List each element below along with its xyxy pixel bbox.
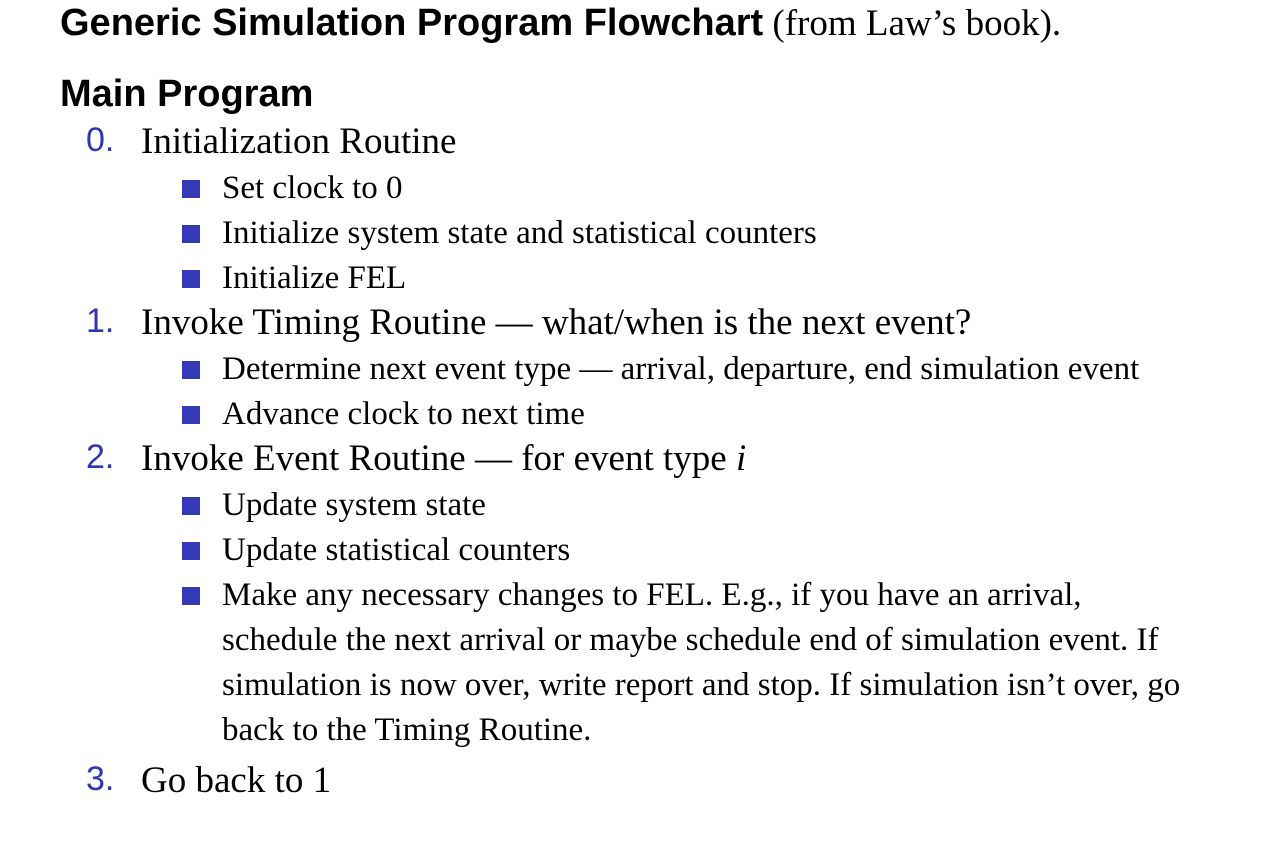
square-bullet-icon (182, 497, 200, 515)
list-item-text: Make any necessary changes to FEL. E.g., if you have an arrival, schedule the next arrival or maybe schedule end of simulation event. If simulation is now over, write report and stop. If simulation isn’t over, go back to the Timing Routine. (222, 577, 1181, 748)
step-label: Go back to 1 (141, 760, 332, 801)
sub-list (0, 166, 1280, 301)
step-number: 3. (86, 760, 115, 798)
square-bullet-icon (182, 361, 200, 379)
sub-list (0, 347, 1280, 437)
list-item-text: Initialize FEL (222, 260, 407, 296)
step-number: 2. (86, 438, 115, 476)
list-item-text: Update system state (222, 487, 486, 523)
square-bullet-icon (182, 225, 200, 243)
square-bullet-icon (182, 270, 200, 288)
section-heading: Main Program (60, 73, 314, 115)
step-1 (0, 301, 1280, 437)
sub-list (0, 483, 1280, 753)
event-type-variable: i (735, 438, 747, 479)
square-bullet-icon (182, 542, 200, 560)
step-label: Initialization Routine (141, 121, 457, 162)
step-label-wrap (141, 437, 746, 480)
list-item (0, 392, 1197, 437)
step-list (0, 120, 1280, 805)
step-number: 0. (86, 121, 115, 159)
list-item (0, 347, 1197, 392)
step-2 (0, 437, 1280, 759)
step-label: Invoke Timing Routine — what/when is the next event? (141, 302, 972, 343)
list-item (0, 573, 1197, 753)
list-item (0, 211, 1197, 256)
list-item (0, 483, 1197, 528)
step-3 (0, 759, 1280, 805)
list-item-text: Set clock to 0 (222, 170, 403, 206)
step-0 (0, 120, 1280, 301)
list-item-text: Advance clock to next time (222, 396, 585, 432)
square-bullet-icon (182, 587, 200, 605)
step-number: 1. (86, 302, 115, 340)
square-bullet-icon (182, 406, 200, 424)
slide-title (60, 2, 1061, 45)
list-item-text: Determine next event type — arrival, departure, end simulation event (222, 351, 1140, 387)
list-item (0, 528, 1197, 573)
list-item-text: Update statistical counters (222, 532, 571, 568)
square-bullet-icon (182, 180, 200, 198)
slide-title-bold: Generic Simulation Program Flowchart (60, 2, 764, 44)
list-item (0, 166, 1197, 211)
step-label: Invoke Event Routine — for event type (141, 438, 736, 479)
list-item (0, 256, 1197, 301)
slide-title-source: (from Law’s book). (763, 3, 1062, 44)
list-item-text: Initialize system state and statistical counters (222, 215, 817, 251)
